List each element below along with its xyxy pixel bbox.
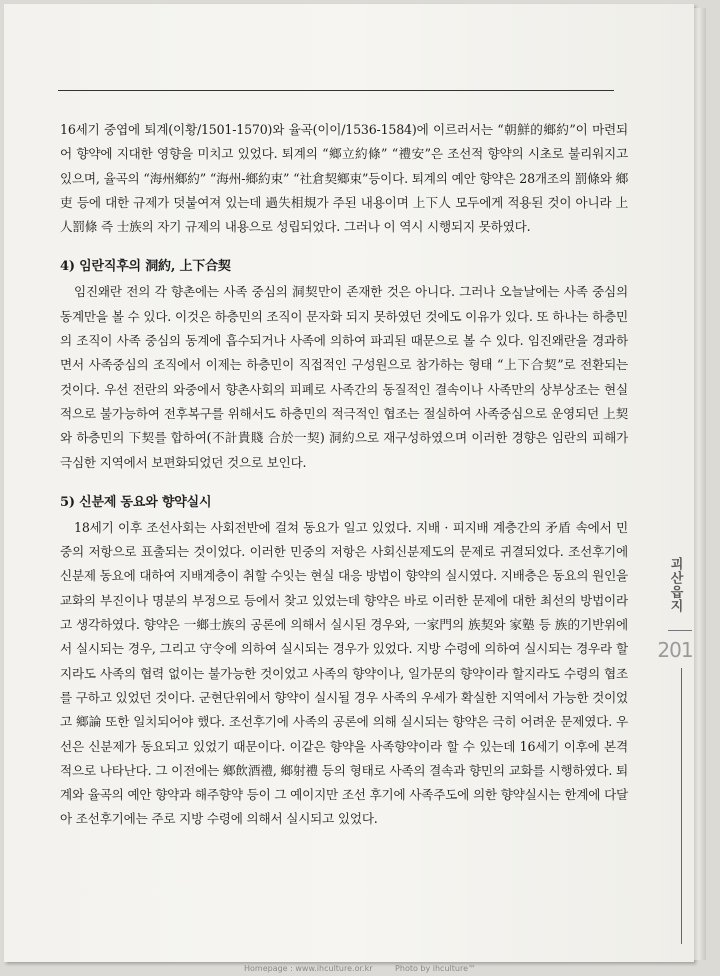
- paragraph-2: 임진왜란 전의 각 향촌에는 사족 중심의 洞契만이 존재한 것은 아니다. 그러나 오늘날에는 사족 중심의 동계만을 볼 수 있다. 이것은 하층민의 조직이 문자화 되지 못하였던 것에도 이유가 있다. 또 하나는 하층민의 조직이 사족 중심의 동계에 흡수되거나 사족에 의하여 파괴된 때문으로 볼 수 있다. 임진왜란을 경과하면서 사족중심의 조직에서 이제는 하층민이 직접적인 구성원으로 참가하는 형태 “上下合契”로 전환되는 것이다. 우선 전란의 와중에서 향촌사회의 피폐로 사족간의 동질적인 결속이나 사족만의 상부상조는 현실적으로 불가능하여 전후복구를 위해서도 하층민의 적극적인 협조는 절실하여 사족중심으로 운영되던 上契와 하층민의 下契를 합하여(不計貴賤 合於一契) 洞約으로 재구성하였으며 이러한 경향은 임란의 피해가 극심한 지역에서 보편화되었던 것으로 보인다.: [60, 284, 628, 470]
- page-number: 201: [657, 638, 693, 662]
- side-divider: [668, 630, 692, 631]
- header-rule: [58, 90, 614, 91]
- vertical-rule: [681, 668, 682, 944]
- homepage-credit: Homepage : www.ihculture.or.kr: [243, 964, 373, 973]
- page-edge: [694, 8, 706, 960]
- section-title-vertical: 괴산읍지: [667, 557, 683, 613]
- body-text: [60, 118, 628, 832]
- photo-credit-footer: [0, 962, 720, 976]
- section-heading-4: 4) 임란직후의 洞約, 上下合契: [60, 259, 231, 275]
- photo-credit: Photo by ihculture™: [395, 964, 476, 973]
- paragraph-3: 18세기 이후 조선사회는 사회전반에 걸쳐 동요가 일고 있었다. 지배 · 피지배 계층간의 矛盾 속에서 민중의 저항으로 표출되는 것이었다. 이러한 민중의 저항은 사회신분제도의 문제로 귀결되었다. 조선후기에 신분제 동요에 대하여 지배계층이 취할 수잇는 현실 대응 방법이 향약의 실시였다. 지배층은 동요의 원인을 교화의 부진이나 명분의 부정으로 등에서 찾고 있었는데 향약은 바로 이러한 문제에 대한 최선의 방법이라고 생각하였다. 향약은 一鄉士族의 공론에 의해서 실시된 경우와, 一家門의 族契와 家塾 등 族的기반위에서 실시되는 경우, 그리고 守令에 의하여 실시되는 경우가 있었다. 지방 수령에 의하여 실시되는 경우라 할지라도 사족의 협력 없이는 불가능한 것이었고 사족의 향약이나, 일가문의 향약이라 할지라도 수령의 협조를 구하고 있었던 것이다. 군현단위에서 향약이 실시될 경우 사족의 우세가 확실한 지역에서 가능한 것이었고 鄉論 또한 일치되어야 했다. 조선후기에 사족의 공론에 의해 실시되는 향약은 극히 어려운 문제였다. 우선은 신분제가 동요되고 있었기 때문이다. 이같은 향약을 사족향약이라 할 수 있는데 16세기 이후에 본격적으로 나타난다. 그 이전에는 鄉飲酒禮, 鄉射禮 등의 형태로 사족의 결속과 향민의 교화를 시행하였다. 퇴계와 율곡의 예안 향약과 해주향약 등이 그 예이지만 조선 후기에 사족주도에 의한 향약실시는 한계에 다달아 조선후기에는 주로 지방 수령에 의해서 실시되고 있었다.: [60, 519, 628, 827]
- section-heading-5: 5) 신분제 동요와 향약실시: [60, 494, 212, 510]
- paragraph-1: 16세기 중엽에 퇴계(이황/1501-1570)와 율곡(이이/1536-1584)에 이르러서는 “朝鮮的鄉約”이 마련되어 향약에 지대한 영향을 미치고 있었다. 퇴계의 “鄉立約條” “禮安”은 조선적 향약의 시초로 불리워지고 있으며, 율곡의 “海州鄉約” “海州-鄉約束” “社倉契鄉束”등이다. 퇴계의 예안 향약은 28개조의 罰條와 鄉吏 등에 대한 규제가 덧붙여져 있는데 過失相規가 주된 내용이며 上下人 모두에게 적용된 것이 아니라 上人罰條 즉 士族의 자기 규제의 내용으로 성립되었다. 그러나 이 역시 시행되지 못하였다.: [60, 122, 628, 235]
